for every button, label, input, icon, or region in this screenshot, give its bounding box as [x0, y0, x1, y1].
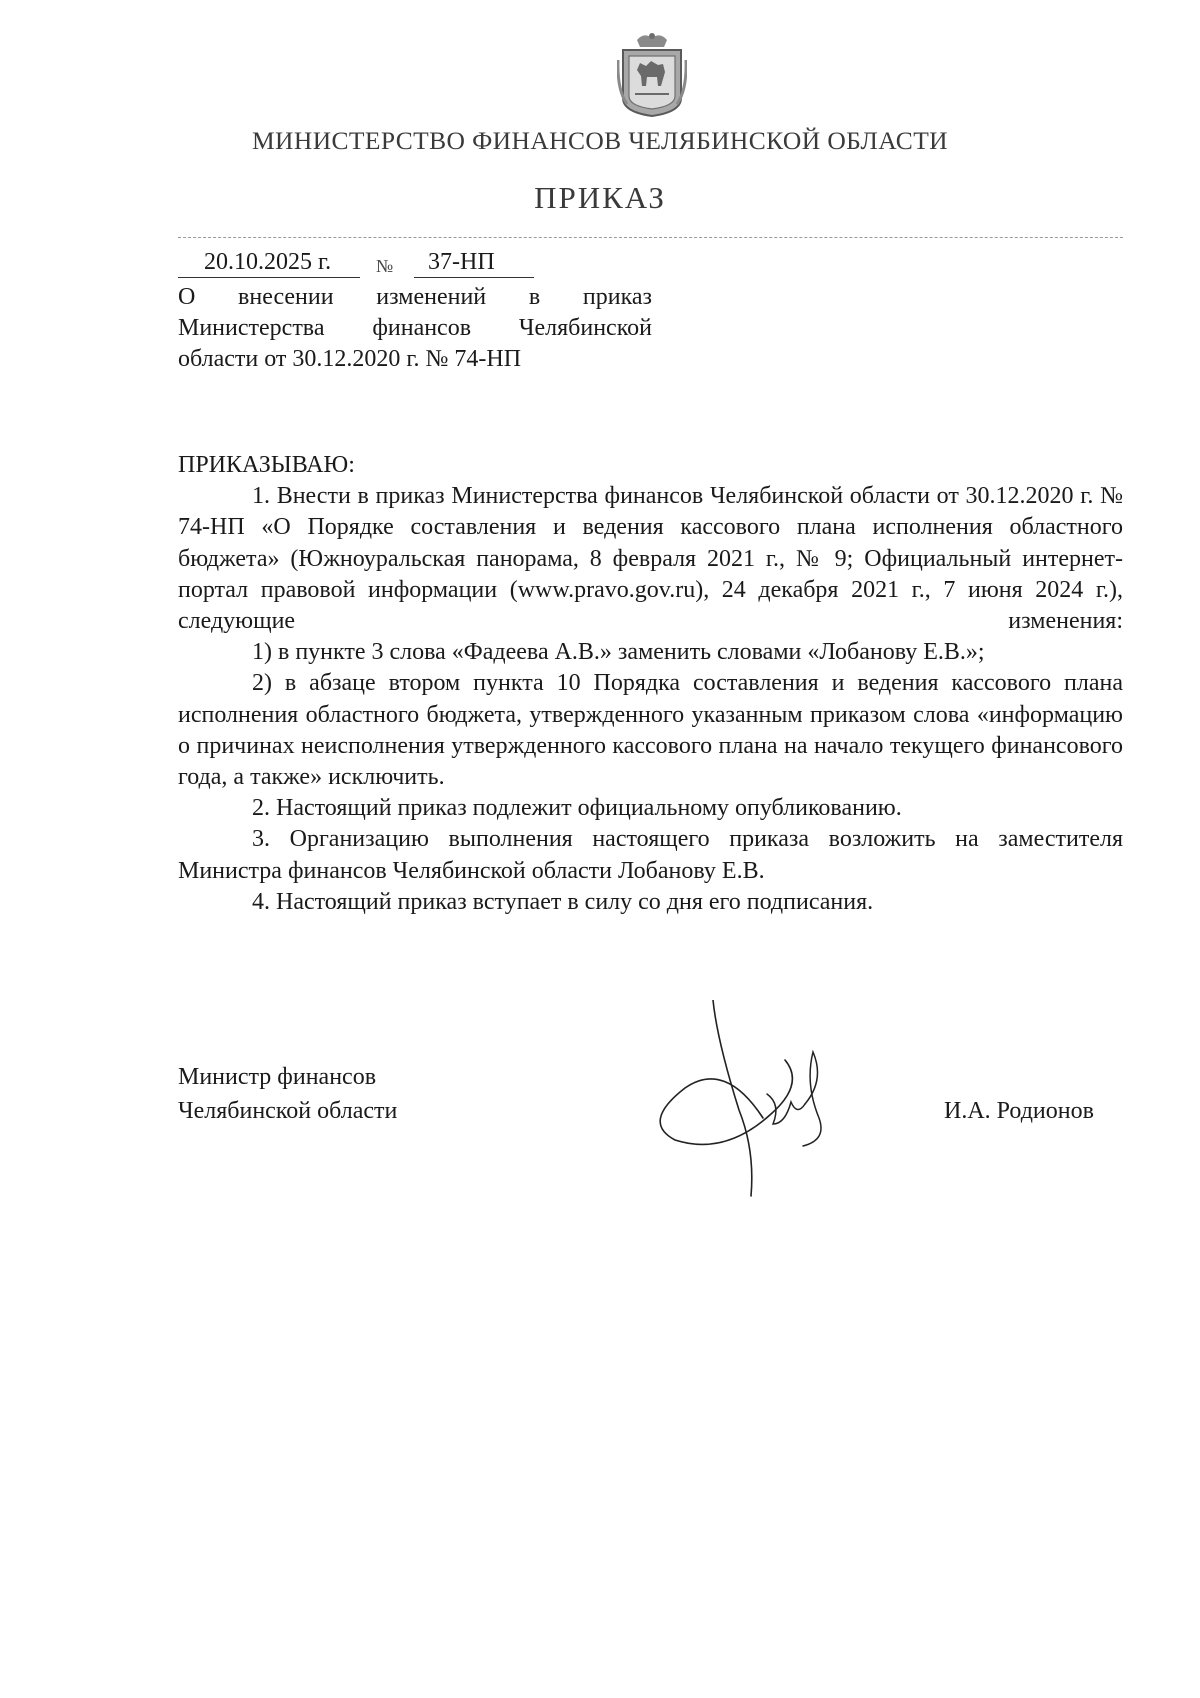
header-divider — [178, 237, 1123, 238]
order-subject: О внесении изменений в приказ Министерства финансов Челябинской области от 30.12.2020 г. № 74-НП — [178, 284, 652, 372]
signatory-position-line-2: Челябинской области — [178, 1098, 398, 1124]
clause-4: 4. Настоящий приказ вступает в силу со дня его подписания. — [252, 888, 874, 915]
clause-2: 2. Настоящий приказ подлежит официальному опубликованию. — [252, 795, 902, 822]
signatory-name: И.А. Родионов — [944, 1098, 1094, 1124]
order-number: 37-НП — [414, 246, 534, 278]
directive-heading: ПРИКАЗЫВАЮ: — [178, 452, 355, 478]
number-sign: № — [376, 256, 394, 276]
clause-3: 3. Организацию выполнения настоящего приказа возложить на заместителя Министра финансов Челябинской области Лобанову Е.В. — [178, 826, 1123, 884]
clause-1-sub-1: 1) в пункте 3 слова «Фадеева А.В.» заменить словами «Лобанову Е.В.»; — [252, 639, 985, 666]
order-date: 20.10.2025 г. — [178, 246, 360, 278]
order-body — [178, 450, 1123, 918]
signatory-position-line-1: Министр финансов — [178, 1064, 377, 1090]
ministry-name: МИНИСТЕРСТВО ФИНАНСОВ ЧЕЛЯБИНСКОЙ ОБЛАСТИ — [251, 126, 948, 155]
clause-1: 1. Внести в приказ Министерства финансов Челябинской области от 30.12.2020 г. № 74-НП «О Порядке составления и ведения кассового плана исполнения областного бюджета» (Южноуральская панорама, 8 февраля 2021 г., № 9; Официальный интернет-портал правовой информации (www.pravo.gov.ru), 24 декабря 2021 г., 7 июня 2024 г.), следующие изменения: — [178, 483, 1123, 635]
document-type-title: ПРИКАЗ — [534, 180, 666, 215]
clause-1-sub-2: 2) в абзаце втором пункта 10 Порядка составления и ведения кассового плана исполнения областного бюджета, утвержденного указанным приказом слова «информацию о причинах неисполнения утвержденного кассового плана на начало текущего финансового года, а также» исключить. — [178, 670, 1123, 791]
handwritten-signature-icon — [655, 1000, 845, 1210]
chelyabinsk-coat-of-arms-icon — [617, 30, 687, 118]
signatory-position — [178, 1060, 478, 1128]
